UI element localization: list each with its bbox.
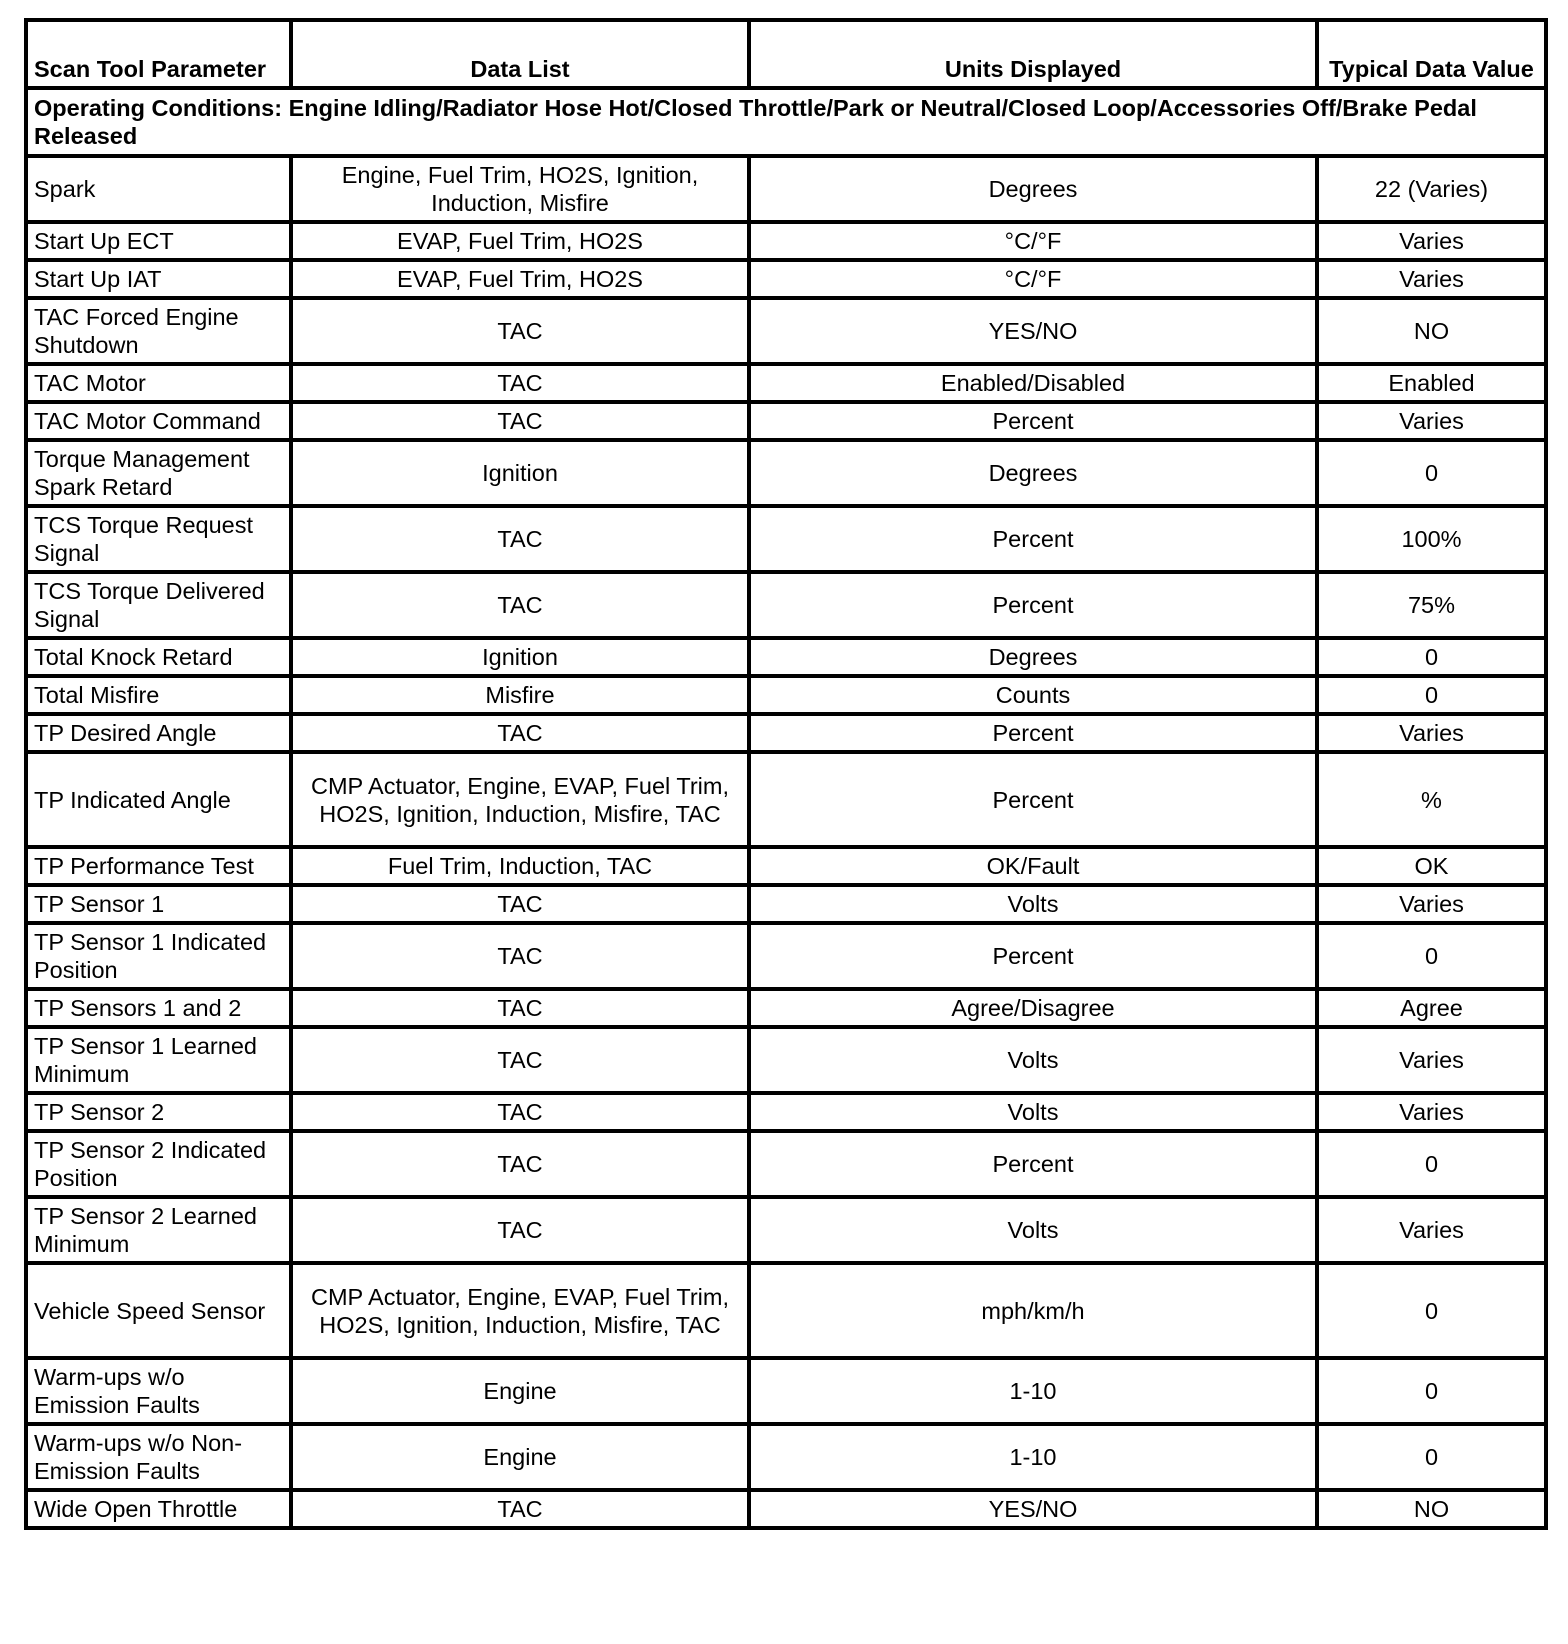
cell-parameter: TP Sensors 1 and 2 <box>26 989 291 1027</box>
cell-typical-value: % <box>1317 752 1546 847</box>
header-typical-data-value: Typical Data Value <box>1317 20 1546 88</box>
cell-data-list: CMP Actuator, Engine, EVAP, Fuel Trim, HO2S, Ignition, Induction, Misfire, TAC <box>291 1263 749 1358</box>
cell-typical-value: 0 <box>1317 1358 1546 1424</box>
cell-typical-value: 22 (Varies) <box>1317 156 1546 222</box>
table-row <box>26 714 1546 752</box>
header-units-displayed: Units Displayed <box>749 20 1317 88</box>
header-scan-tool-parameter: Scan Tool Parameter <box>26 20 291 88</box>
cell-units: Percent <box>749 1131 1317 1197</box>
cell-units: Volts <box>749 1093 1317 1131</box>
table-row <box>26 1027 1546 1093</box>
cell-typical-value: 0 <box>1317 676 1546 714</box>
table-row <box>26 1490 1546 1528</box>
cell-parameter: Warm-ups w/o Non-Emission Faults <box>26 1424 291 1490</box>
table-row <box>26 1358 1546 1424</box>
cell-parameter: TP Desired Angle <box>26 714 291 752</box>
cell-data-list: Engine <box>291 1424 749 1490</box>
cell-parameter: TP Sensor 1 <box>26 885 291 923</box>
cell-parameter: Total Knock Retard <box>26 638 291 676</box>
table-row <box>26 1131 1546 1197</box>
table-row <box>26 1424 1546 1490</box>
scan-tool-data-table <box>24 18 1548 1530</box>
cell-units: Percent <box>749 402 1317 440</box>
cell-typical-value: 0 <box>1317 638 1546 676</box>
cell-typical-value: Enabled <box>1317 364 1546 402</box>
cell-units: OK/Fault <box>749 847 1317 885</box>
table-row <box>26 260 1546 298</box>
cell-units: Degrees <box>749 440 1317 506</box>
cell-data-list: Misfire <box>291 676 749 714</box>
cell-parameter: TAC Motor Command <box>26 402 291 440</box>
cell-units: Volts <box>749 1027 1317 1093</box>
cell-data-list: TAC <box>291 885 749 923</box>
table-header-row <box>26 20 1546 88</box>
cell-data-list: TAC <box>291 364 749 402</box>
cell-data-list: TAC <box>291 572 749 638</box>
cell-data-list: TAC <box>291 298 749 364</box>
cell-typical-value: Varies <box>1317 402 1546 440</box>
cell-units: mph/km/h <box>749 1263 1317 1358</box>
table-row <box>26 506 1546 572</box>
table-row <box>26 638 1546 676</box>
cell-typical-value: Agree <box>1317 989 1546 1027</box>
cell-typical-value: 0 <box>1317 1131 1546 1197</box>
cell-data-list: TAC <box>291 506 749 572</box>
cell-data-list: TAC <box>291 1027 749 1093</box>
cell-units: Percent <box>749 923 1317 989</box>
cell-parameter: TP Performance Test <box>26 847 291 885</box>
cell-units: Degrees <box>749 156 1317 222</box>
cell-data-list: Fuel Trim, Induction, TAC <box>291 847 749 885</box>
cell-typical-value: Varies <box>1317 714 1546 752</box>
cell-units: Counts <box>749 676 1317 714</box>
cell-typical-value: Varies <box>1317 1027 1546 1093</box>
cell-units: Volts <box>749 885 1317 923</box>
table-row <box>26 989 1546 1027</box>
cell-typical-value: OK <box>1317 847 1546 885</box>
cell-parameter: Total Misfire <box>26 676 291 714</box>
cell-data-list: Ignition <box>291 440 749 506</box>
scan-tool-data-document <box>24 18 1544 1530</box>
cell-parameter: Torque Management Spark Retard <box>26 440 291 506</box>
table-row <box>26 298 1546 364</box>
cell-typical-value: NO <box>1317 298 1546 364</box>
cell-parameter: TP Sensor 2 <box>26 1093 291 1131</box>
cell-typical-value: Varies <box>1317 260 1546 298</box>
cell-data-list: TAC <box>291 989 749 1027</box>
cell-parameter: Spark <box>26 156 291 222</box>
cell-units: YES/NO <box>749 298 1317 364</box>
cell-typical-value: 100% <box>1317 506 1546 572</box>
cell-typical-value: Varies <box>1317 885 1546 923</box>
table-row <box>26 1263 1546 1358</box>
cell-units: Agree/Disagree <box>749 989 1317 1027</box>
cell-parameter: TAC Forced Engine Shutdown <box>26 298 291 364</box>
cell-typical-value: Varies <box>1317 222 1546 260</box>
table-row <box>26 364 1546 402</box>
cell-parameter: Start Up ECT <box>26 222 291 260</box>
cell-data-list: EVAP, Fuel Trim, HO2S <box>291 222 749 260</box>
table-row <box>26 402 1546 440</box>
cell-typical-value: 75% <box>1317 572 1546 638</box>
table-row <box>26 752 1546 847</box>
cell-units: Percent <box>749 506 1317 572</box>
cell-units: Volts <box>749 1197 1317 1263</box>
table-row <box>26 156 1546 222</box>
cell-units: Enabled/Disabled <box>749 364 1317 402</box>
table-row <box>26 1197 1546 1263</box>
cell-parameter: Vehicle Speed Sensor <box>26 1263 291 1358</box>
cell-typical-value: 0 <box>1317 1263 1546 1358</box>
operating-conditions-row <box>26 88 1546 156</box>
cell-parameter: TAC Motor <box>26 364 291 402</box>
cell-units: °C/°F <box>749 222 1317 260</box>
table-row <box>26 676 1546 714</box>
cell-parameter: TP Sensor 2 Learned Minimum <box>26 1197 291 1263</box>
cell-data-list: TAC <box>291 923 749 989</box>
cell-data-list: CMP Actuator, Engine, EVAP, Fuel Trim, HO2S, Ignition, Induction, Misfire, TAC <box>291 752 749 847</box>
cell-parameter: Wide Open Throttle <box>26 1490 291 1528</box>
cell-units: 1-10 <box>749 1358 1317 1424</box>
cell-parameter: TP Sensor 1 Indicated Position <box>26 923 291 989</box>
cell-typical-value: 0 <box>1317 440 1546 506</box>
cell-typical-value: 0 <box>1317 1424 1546 1490</box>
cell-data-list: EVAP, Fuel Trim, HO2S <box>291 260 749 298</box>
table-row <box>26 923 1546 989</box>
cell-parameter: TCS Torque Request Signal <box>26 506 291 572</box>
cell-typical-value: Varies <box>1317 1197 1546 1263</box>
cell-parameter: TCS Torque Delivered Signal <box>26 572 291 638</box>
table-row <box>26 1093 1546 1131</box>
cell-parameter: Warm-ups w/o Emission Faults <box>26 1358 291 1424</box>
cell-parameter: TP Sensor 2 Indicated Position <box>26 1131 291 1197</box>
cell-typical-value: NO <box>1317 1490 1546 1528</box>
cell-units: Percent <box>749 572 1317 638</box>
cell-data-list: TAC <box>291 1131 749 1197</box>
table-row <box>26 440 1546 506</box>
cell-units: Percent <box>749 752 1317 847</box>
cell-data-list: Engine, Fuel Trim, HO2S, Ignition, Induction, Misfire <box>291 156 749 222</box>
cell-units: °C/°F <box>749 260 1317 298</box>
cell-data-list: TAC <box>291 1197 749 1263</box>
cell-typical-value: Varies <box>1317 1093 1546 1131</box>
cell-units: Percent <box>749 714 1317 752</box>
header-data-list: Data List <box>291 20 749 88</box>
cell-units: YES/NO <box>749 1490 1317 1528</box>
table-row <box>26 222 1546 260</box>
operating-conditions: Operating Conditions: Engine Idling/Radiator Hose Hot/Closed Throttle/Park or Neutral/Closed Loop/Accessories Off/Brake Pedal Released <box>26 88 1546 156</box>
cell-parameter: TP Indicated Angle <box>26 752 291 847</box>
cell-typical-value: 0 <box>1317 923 1546 989</box>
cell-data-list: Engine <box>291 1358 749 1424</box>
cell-data-list: TAC <box>291 714 749 752</box>
cell-data-list: TAC <box>291 1490 749 1528</box>
table-row <box>26 847 1546 885</box>
cell-data-list: TAC <box>291 1093 749 1131</box>
cell-units: 1-10 <box>749 1424 1317 1490</box>
cell-data-list: Ignition <box>291 638 749 676</box>
cell-units: Degrees <box>749 638 1317 676</box>
table-row <box>26 572 1546 638</box>
table-row <box>26 885 1546 923</box>
cell-parameter: Start Up IAT <box>26 260 291 298</box>
cell-parameter: TP Sensor 1 Learned Minimum <box>26 1027 291 1093</box>
cell-data-list: TAC <box>291 402 749 440</box>
